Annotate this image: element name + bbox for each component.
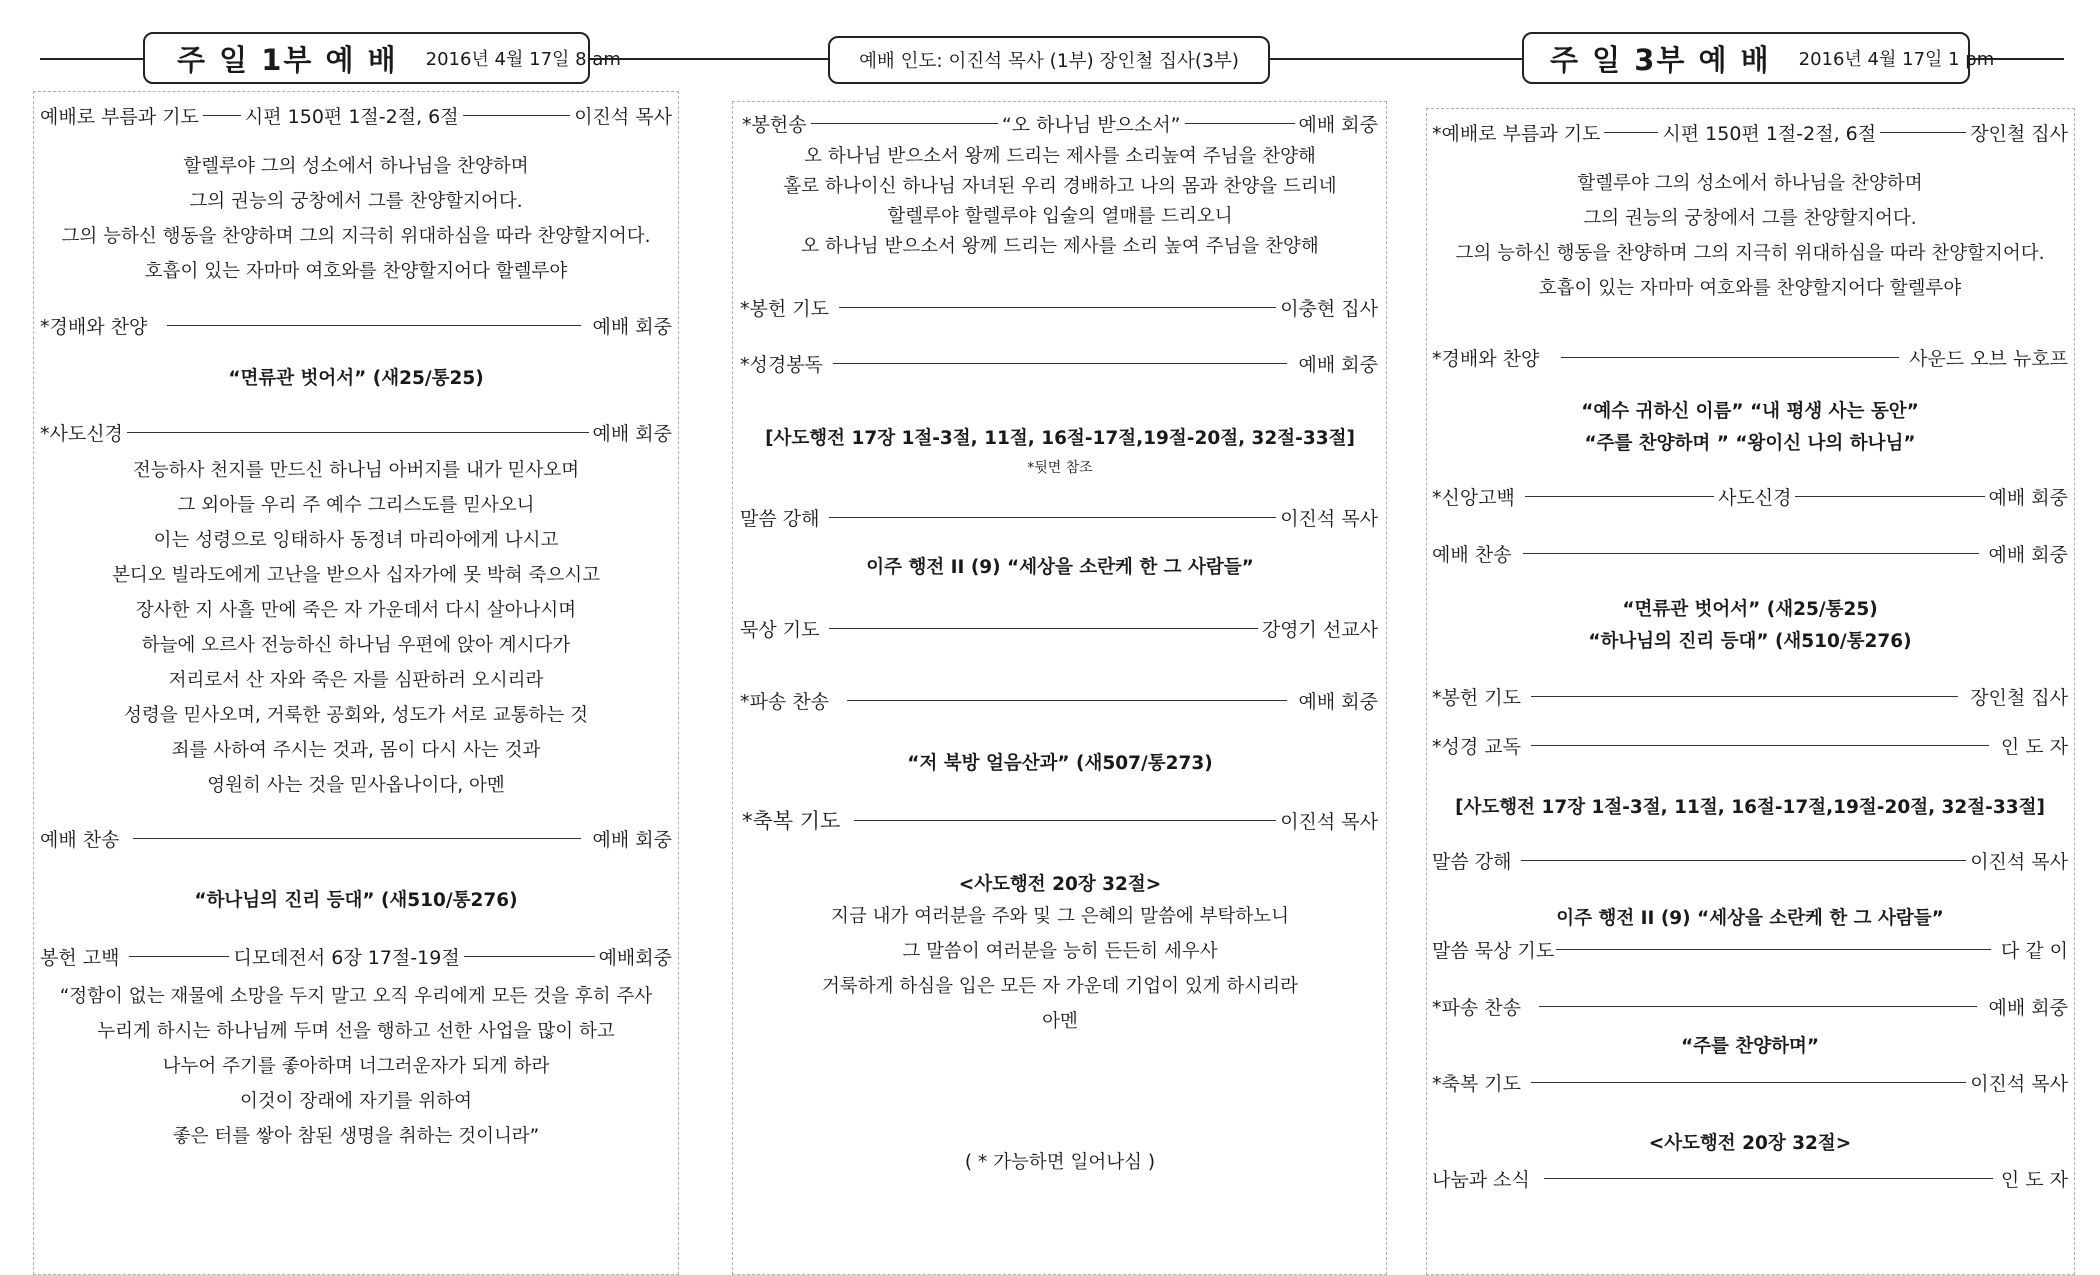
bless-line: 아멘 (1042, 1011, 1078, 1032)
sending-song: “저 북방 얼음산과” (새507/통273) (907, 753, 1213, 774)
sending-leader-3: 예배 회중 (1988, 996, 2068, 1019)
sending-label: *파송 찬송 (740, 690, 829, 713)
hymn-label: 예배 찬송 (40, 828, 120, 851)
creed-line: 하늘에 오르사 전능하신 하나님 우편에 앉아 계시다가 (141, 635, 571, 656)
reading-leader-3: 인 도 자 (2000, 735, 2068, 758)
call-label-3: *예배로 부름과 기도 (1432, 122, 1601, 145)
bless-leader-3: 이진석 목사 (1970, 1072, 2068, 1095)
call-text-3: 시편 150편 1절-2절, 6절 (1662, 122, 1877, 145)
creed-line: 성령을 믿사오며, 거룩한 공회와, 성도가 서로 교통하는 것 (124, 705, 588, 726)
psalm-line: 호흡이 있는 자마마 여호와를 찬양할지어다 할렐루야 (144, 261, 568, 282)
offer-line: 누리게 하시는 하나님께 두며 선을 행하고 선한 사업을 많이 하고 (97, 1021, 615, 1042)
service-3-header (1522, 32, 1995, 84)
bless-line: 지금 내가 여러분을 주와 및 그 은혜의 말씀에 부탁하노니 (830, 906, 1290, 927)
offer-line: 나누어 주기를 좋아하며 너그러운자가 되게 하라 (162, 1056, 550, 1077)
service-1-header (143, 32, 621, 84)
sermon-leader: 이진석 목사 (1280, 507, 1378, 530)
worship-song: “면류관 벗어서” (새25/통25) (228, 368, 484, 389)
creed-line: 죄를 사하여 주시는 것과, 몸이 다시 사는 것과 (171, 740, 541, 761)
sermon-row (740, 502, 1378, 532)
scripture-reading-row (740, 348, 1378, 378)
sermon-label-3: 말씀 강해 (1432, 850, 1512, 873)
psalm-line: 그의 권능의 궁창에서 그를 찬양할지어다. (189, 191, 523, 212)
reading-label-3: *성경 교독 (1432, 735, 1521, 758)
offering-song-leader: 예배 회중 (1298, 113, 1378, 136)
call-label: 예배로 부름과 기도 (40, 105, 199, 128)
creed-line: 저리로서 산 자와 죽은 자를 심판하러 오시리라 (168, 670, 544, 691)
silent-prayer-row-3 (1432, 934, 2068, 964)
offering-song-line: 할렐루야 할렐루야 입술의 열매를 드리오니 (887, 206, 1233, 227)
offering-song-label: *봉헌송 (742, 113, 807, 136)
call-text: 시편 150편 1절-2절, 6절 (244, 105, 459, 128)
creed-line: 전능하사 천지를 만드신 하나님 아버지를 내가 믿사오며 (132, 460, 580, 481)
sending-hymn-row-3 (1432, 991, 2068, 1021)
reading-leader: 예배 회중 (1298, 353, 1378, 376)
silent-leader: 강영기 선교사 (1261, 618, 1378, 641)
psalm-line-3: 할렐루야 그의 성소에서 하나님을 찬양하며 (1577, 173, 1923, 194)
hymn-song-3: “면류관 벗어서” (새25/통25) (1622, 599, 1878, 620)
stand-note: ( * 가능하면 일어나심 ) (964, 1152, 1156, 1173)
creed-line: 영원히 사는 것을 믿사옵나이다, 아멘 (207, 775, 505, 796)
confess-text-3: 사도신경 (1718, 486, 1792, 509)
offering-prayer-row-3 (1432, 681, 2068, 711)
silent-prayer-row (740, 613, 1378, 643)
sermon-label: 말씀 강해 (740, 507, 820, 530)
hymn-leader: 예배 회중 (592, 828, 672, 851)
offering-song-line: 오 하나님 받으소서 왕께 드리는 제사를 소리 높여 주님을 찬양해 (801, 236, 1319, 257)
bless-line: 그 말씀이 여러분을 능히 든든히 세우사 (902, 941, 1218, 962)
announcements-row-3 (1432, 1163, 2068, 1193)
call-to-worship-row (40, 100, 672, 130)
service-1-title: 주 일 1부 예 배 (177, 42, 398, 77)
bless-label-3: *축복 기도 (1432, 1072, 1521, 1095)
hymn-row-3 (1432, 538, 2068, 568)
offering-song-line: 홀로 하나이신 하나님 자녀된 우리 경배하고 나의 몸과 찬양을 드리네 (783, 176, 1337, 197)
leaders-text: 예배 인도: 이진석 목사 (1부) 장인철 집사(3부) (859, 51, 1239, 72)
offer-text: 디모데전서 6장 17절-19절 (233, 946, 460, 969)
sermon-leader-3: 이진석 목사 (1970, 850, 2068, 873)
worship-leader: 예배 회중 (592, 315, 672, 338)
scripture-reference: [사도행전 17장 1절-3절, 11절, 16절-17절,19절-20절, 32절-33절] (765, 428, 1355, 449)
leaders-box (828, 36, 1270, 84)
service-1-date: 2016년 4월 17일 8 am (425, 49, 621, 70)
worship-song-3: “예수 귀하신 이름” “내 평생 사는 동안” (1581, 401, 1919, 422)
psalm-line: 그의 능하신 행동을 찬양하며 그의 지극히 위대하심을 따라 찬양할지어다. (61, 226, 651, 247)
sermon-title-3: 이주 행전 II (9) “세상을 소란케 한 그 사람들” (1556, 908, 1944, 929)
worship-row (40, 310, 672, 340)
call-leader: 이진석 목사 (574, 105, 672, 128)
hymn-label-3: 예배 찬송 (1432, 543, 1512, 566)
hymn-row (40, 823, 672, 853)
offering-confession-row (40, 941, 672, 971)
creed-line: 그 외아들 우리 주 예수 그리스도를 믿사오니 (177, 495, 535, 516)
creed-label: *사도신경 (40, 422, 123, 445)
offering-song-line: 오 하나님 받으소서 왕께 드리는 제사를 소리높여 주님을 찬양해 (804, 146, 1316, 167)
benediction-row-3 (1432, 1067, 2068, 1097)
psalm-line-3: 그의 능하신 행동을 찬양하며 그의 지극히 위대하심을 따라 찬양할지어다. (1455, 243, 2045, 264)
header-rule-right (1970, 58, 2064, 60)
service-3-date: 2016년 4월 17일 1 pm (1798, 49, 1995, 70)
hymn-song: “하나님의 진리 등대” (새510/통276) (194, 890, 518, 911)
hymn-song-3: “하나님의 진리 등대” (새510/통276) (1588, 631, 1912, 652)
creed-line: 장사한 지 사흘 만에 죽은 자 가운데서 다시 살아나시며 (135, 600, 577, 621)
bless-label: *축복 기도 (742, 809, 841, 833)
header-rule-mid-right (1270, 58, 1522, 60)
worship-leader-3: 사운드 오브 뉴호프 (1909, 347, 2068, 370)
sermon-row-3 (1432, 845, 2068, 875)
sermon-title: 이주 행전 II (9) “세상을 소란케 한 그 사람들” (866, 557, 1254, 578)
bless-line: 거룩하게 하심을 입은 모든 자 가운데 기업이 있게 하시리라 (822, 976, 1298, 997)
creed-row (40, 417, 672, 447)
sending-hymn-row (740, 685, 1378, 715)
psalm-line-3: 그의 권능의 궁창에서 그를 찬양할지어다. (1583, 208, 1917, 229)
news-label-3: 나눔과 소식 (1432, 1168, 1530, 1191)
worship-song-3: “주를 찬양하며 ” “왕이신 나의 하나님” (1584, 433, 1916, 454)
scripture-note: *뒷면 참조 (1027, 460, 1093, 476)
offering-prayer-label: *봉헌 기도 (740, 297, 829, 320)
bless-reference: <사도행전 20장 32절> (958, 874, 1162, 895)
offering-prayer-row (740, 292, 1378, 322)
psalm-line-3: 호흡이 있는 자마마 여호와를 찬양할지어다 할렐루야 (1538, 278, 1962, 299)
creed-line: 이는 성령으로 잉태하사 동정녀 마리아에게 나시고 (153, 530, 559, 551)
worship-row-3 (1432, 342, 2068, 372)
silent-leader-3: 다 같 이 (2000, 939, 2068, 962)
silent-label: 묵상 기도 (740, 618, 820, 641)
offer-leader: 예배회중 (598, 946, 672, 969)
confession-row-3 (1432, 481, 2068, 511)
creed-line: 본디오 빌라도에게 고난을 받으사 십자가에 못 박혀 죽으시고 (112, 565, 600, 586)
confess-leader-3: 예배 회중 (1988, 486, 2068, 509)
bless-leader: 이진석 목사 (1280, 810, 1378, 833)
reading-label: *성경봉독 (740, 353, 823, 376)
benediction-row (742, 805, 1378, 835)
sending-song-3: “주를 찬양하며” (1681, 1036, 1819, 1057)
worship-label-3: *경배와 찬양 (1432, 347, 1540, 370)
news-leader-3: 인 도 자 (2000, 1168, 2068, 1191)
service-3-title: 주 일 3부 예 배 (1550, 42, 1771, 77)
offering-song-title: “오 하나님 받으소서” (1001, 113, 1181, 136)
header-rule-mid-left (590, 58, 828, 60)
hymn-leader-3: 예배 회중 (1988, 543, 2068, 566)
worship-label: *경배와 찬양 (40, 315, 148, 338)
call-to-worship-row-3 (1432, 117, 2068, 147)
bless-reference-3: <사도행전 20장 32절> (1648, 1133, 1852, 1154)
offer-line: “정함이 없는 재물에 소망을 두지 말고 오직 우리에게 모든 것을 후히 주사 (59, 986, 653, 1007)
sending-leader: 예배 회중 (1298, 690, 1378, 713)
responsive-reading-row-3 (1432, 730, 2068, 760)
call-leader-3: 장인철 집사 (1970, 122, 2068, 145)
offering-prayer-leader: 이충현 집사 (1280, 297, 1378, 320)
offer-label: 봉헌 고백 (40, 946, 120, 969)
scripture-reference-3: [사도행전 17장 1절-3절, 11절, 16절-17절,19절-20절, 32절-33절] (1455, 797, 2045, 818)
offering-song-row (742, 108, 1378, 138)
silent-label-3: 말씀 묵상 기도 (1432, 939, 1555, 962)
sending-label-3: *파송 찬송 (1432, 996, 1521, 1019)
offer-line: 좋은 터를 쌓아 참된 생명을 취하는 것이니라” (172, 1126, 540, 1147)
creed-leader: 예배 회중 (592, 422, 672, 445)
header-rule-left (40, 58, 145, 60)
offer-line: 이것이 장래에 자기를 위하여 (239, 1091, 473, 1112)
offering-prayer-label-3: *봉헌 기도 (1432, 686, 1521, 709)
confess-label-3: *신앙고백 (1432, 486, 1515, 509)
offering-prayer-leader-3: 장인철 집사 (1970, 686, 2068, 709)
psalm-line: 할렐루야 그의 성소에서 하나님을 찬양하며 (183, 156, 529, 177)
